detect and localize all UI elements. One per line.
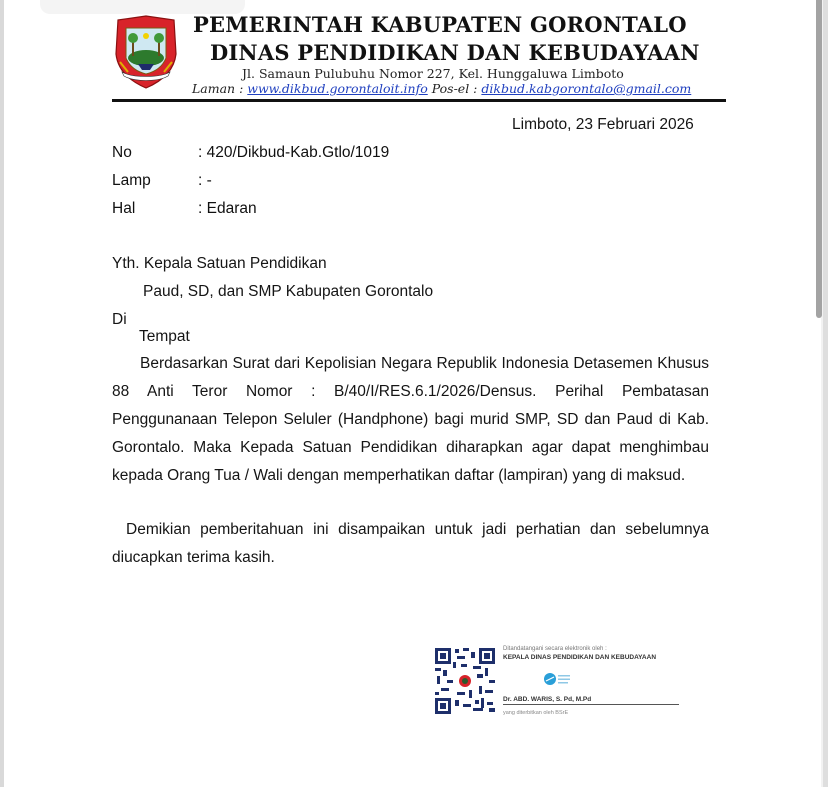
electronic-signature	[433, 646, 683, 721]
letterhead-contact	[192, 81, 691, 96]
letter-date: Limboto, 23 Februari 2026	[512, 116, 694, 133]
meta-label-no: No	[112, 144, 132, 161]
email-link[interactable]: dikbud.kabgorontalo@gmail.com	[481, 81, 692, 96]
signer-position: KEPALA DINAS PENDIDIKAN DAN KEBUDAYAAN	[503, 654, 657, 661]
letterhead-divider	[112, 99, 726, 102]
viewer-left-border	[0, 0, 4, 787]
recipient-line1: Yth. Kepala Satuan Pendidikan	[112, 255, 327, 272]
letterhead-government: PEMERINTAH KABUPATEN GORONTALO	[193, 12, 687, 37]
regency-coat-of-arms-icon	[112, 14, 180, 90]
signed-by-note: Ditandatangani secara elektronik oleh :	[503, 646, 607, 652]
website-link[interactable]: www.dikbud.gorontaloit.info	[247, 81, 428, 96]
scrollbar-thumb[interactable]	[816, 0, 822, 318]
qr-code-icon	[433, 646, 497, 716]
meta-label-hal: Hal	[112, 200, 136, 217]
meta-value-lamp: : -	[198, 172, 212, 189]
signer-name: Dr. ABD. WARIS, S. Pd, M.Pd	[503, 696, 592, 703]
viewer-right-border	[823, 0, 828, 787]
recipient-tempat: Tempat	[139, 328, 190, 345]
letterhead-address: Jl. Samaun Pulubuhu Nomor 227, Kel. Hunggaluwa Limboto	[242, 66, 624, 81]
website-label: Laman :	[192, 81, 244, 96]
recipient-di: Di	[112, 311, 127, 328]
meta-value-hal: : Edaran	[198, 200, 257, 217]
meta-value-no: : 420/Dikbud-Kab.Gtlo/1019	[198, 144, 390, 161]
recipient-line2: Paud, SD, dan SMP Kabupaten Gorontalo	[143, 283, 434, 300]
body-paragraph-2-text: Demikian pemberitahuan ini disampaikan untuk jadi perhatian dan sebelumnya diucapkan terima kasih.	[112, 521, 709, 566]
email-label: Pos-el :	[431, 81, 478, 96]
bsre-logo-icon	[543, 672, 573, 686]
signature-line	[503, 704, 679, 705]
certified-note: yang diterbitkan oleh BSrE	[503, 710, 569, 716]
body-paragraph-1-text: Berdasarkan Surat dari Kepolisian Negara Republik Indonesia Detasemen Khusus 88 Anti Teror Nomor : B/40/I/RES.6.1/2026/Densus. Perihal Pembatasan Penggunanaan Telepon Seluler (Handphone) bagi murid SMP, SD dan Paud di Kab. Gorontalo. Maka Kepada Satuan Pendidikan diharapkan agar dapat menghimbau kepada Orang Tua / Wali dengan memperhatikan daftar (lampiran) yang di maksud.	[112, 355, 709, 484]
body-paragraph-1	[112, 350, 709, 490]
body-paragraph-2	[112, 516, 709, 572]
letterhead-agency: DINAS PENDIDIKAN DAN KEBUDAYAAN	[210, 40, 700, 65]
meta-label-lamp: Lamp	[112, 172, 151, 189]
